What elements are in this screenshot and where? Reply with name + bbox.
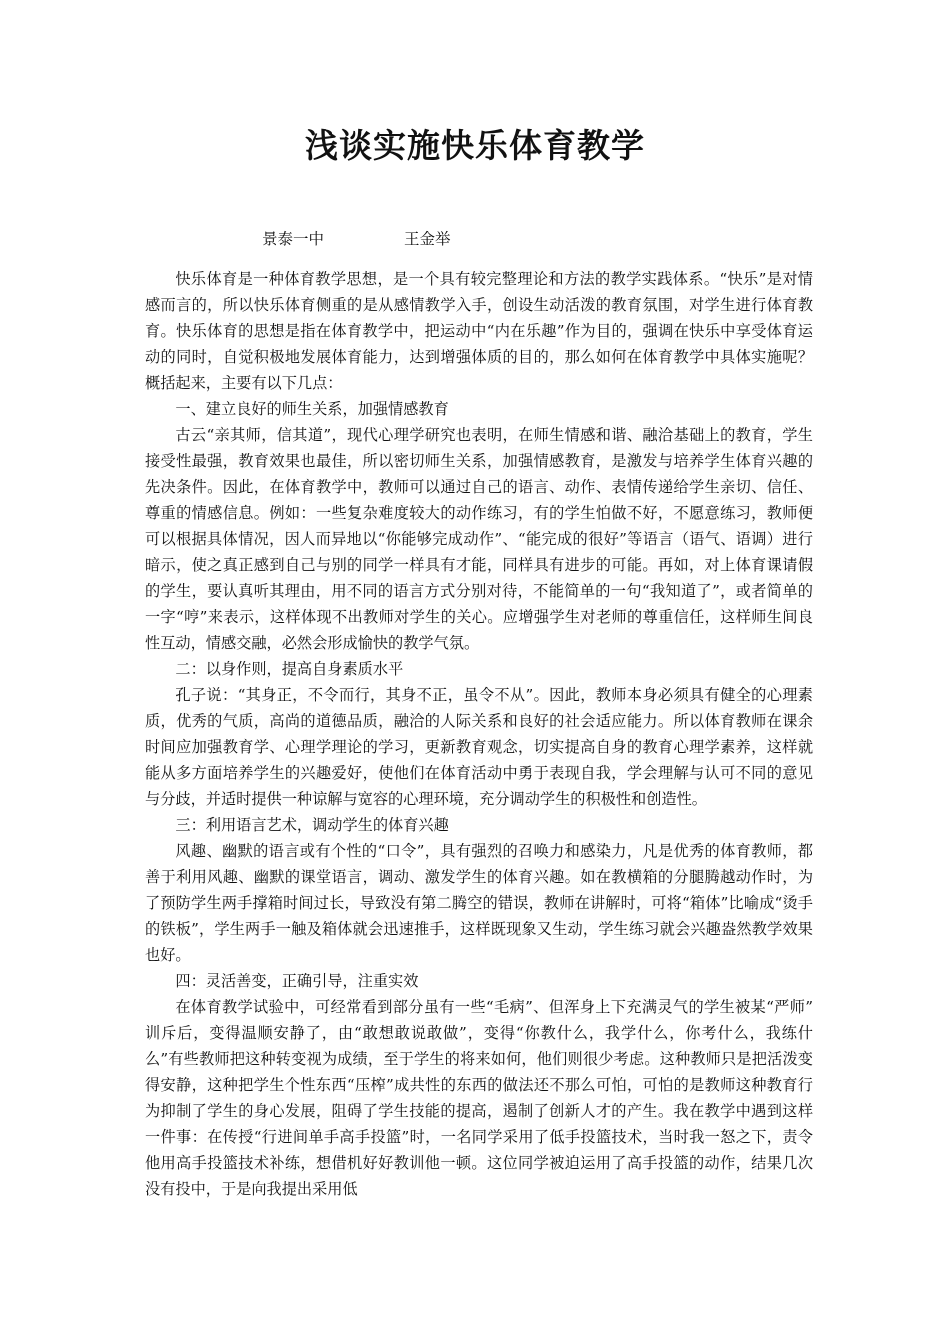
section-heading: 三：利用语言艺术，调动学生的体育兴趣 <box>175 816 449 834</box>
intro-paragraph: 快乐体育是一种体育教学思想，是一个具有较完整理论和方法的教学实践体系。“快乐”是对情感而言的，所以快乐体育侧重的是从感情教学入手，创设生动活泼的教育氛围，对学生进行体育教育。快乐体育的思想是指在体育教学中，把运动中“内在乐趣”作为目的，强调在快乐中享受体育运动的同时，自觉积极地发展体育能力，达到增强体质的目的，那么如何在体育教学中具体实施呢？概括起来，主要有以下几点： <box>145 270 813 392</box>
author-line <box>262 229 451 249</box>
page-title: 浅谈实施快乐体育教学 <box>305 126 645 165</box>
author-name: 王金举 <box>404 230 451 248</box>
article-body <box>145 266 829 1202</box>
body-paragraph: 在体育教学试验中，可经常看到部分虽有一些“毛病”、但浑身上下充满灵气的学生被某“严师” 训斥后，变得温顺安静了，由“敢想敢说敢做”，变得“你教什么，我学什么，你考什么，我练什么”有些教师把这种转变视为成绩，至于学生的将来如何，他们则很少考虑。这种教师只是把活泼变得安静，这种把学生个性东西“压榨”成共性的东西的做法还不那么可怕，可怕的是教师这种教育行为抑制了学生的身心发展，阻碍了学生技能的提高，遏制了创新人才的产生。我在教学中遇到这样一件事：在传授“行进间单手高手投篮”时，一名同学采用了低手投篮技术，当时我一怒之下，责令他用高手投篮技术补练，想借机好好教训他一顿。这位同学被迫运用了高手投篮的动作，结果几次没有投中，于是向我提出采用低 <box>145 998 829 1198</box>
body-paragraph: 风趣、幽默的语言或有个性的“口令”，具有强烈的召唤力和感染力，凡是优秀的体育教师，都善于利用风趣、幽默的课堂语言，调动、激发学生的体育兴趣。如在教横箱的分腿腾越动作时，为了预防学生两手撑箱时间过长，导致没有第二腾空的错误，教师在讲解时，可将“箱体”比喻成“烫手的铁板”，学生两手一触及箱体就会迅速推手，这样既现象又生动，学生练习就会兴趣盎然教学效果也好。 <box>145 842 813 964</box>
section-heading: 四：灵活善变，正确引导，注重实效 <box>175 972 419 990</box>
section-heading: 一、建立良好的师生关系，加强情感教育 <box>175 400 449 418</box>
section-heading: 二：以身作则，提高自身素质水平 <box>175 660 404 678</box>
body-paragraph: 古云“亲其师，信其道”，现代心理学研究也表明，在师生情感和谐、融洽基础上的教育，学生接受性最强，教育效果也最佳，所以密切师生关系，加强情感教育，是激发与培养学生体育兴趣的先决条件。因此，在体育教学中，教师可以通过自己的语言、动作、表情传递给学生亲切、信任、尊重的情感信息。例如：一些复杂难度较大的动作练习，有的学生怕做不好，不愿意练习，教师便可以根据具体情况，因人而异地以“你能够完成动作”、“能完成的很好”等语言（语气、语调）进行暗示，使之真正感到自己与别的同学一样具有才能，同样具有进步的可能。再如，对上体育课请假的学生，要认真听其理由，用不同的语言方式分别对待，不能简单的一句“我知道了”，或者简单的一字“哼”来表示，这样体现不出教师对学生的关心。应增强学生对老师的尊重信任，这样师生间良性互动，情感交融，必然会形成愉快的教学气氛。 <box>145 426 813 652</box>
author-school: 景泰一中 <box>262 230 325 248</box>
body-paragraph: 孔子说：“其身正，不令而行，其身不正，虽令不从”。因此，教师本身必须具有健全的心理素质，优秀的气质，高尚的道德品质，融洽的人际关系和良好的社会适应能力。所以体育教师在课余时间应加强教育学、心理学理论的学习，更新教育观念，切实提高自身的教育心理学素养，这样就能从多方面培养学生的兴趣爱好，使他们在体育活动中勇于表现自我，学会理解与认可不同的意见与分歧，并适时提供一种谅解与宽容的心理环境，充分调动学生的积极性和创造性。 <box>145 686 813 808</box>
